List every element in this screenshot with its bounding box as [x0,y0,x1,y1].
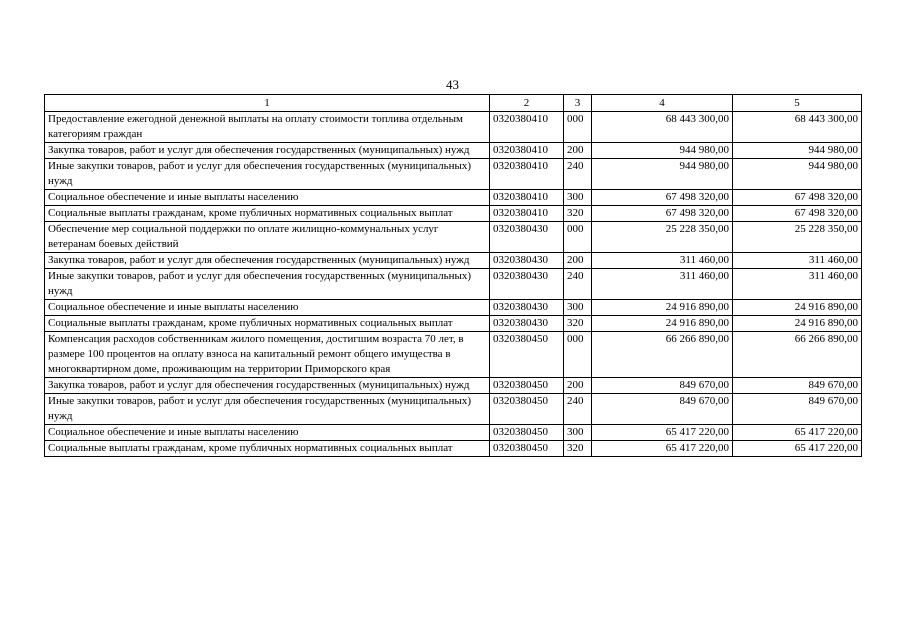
row-amount-1: 849 670,00 [592,394,733,425]
row-kind: 300 [564,190,592,206]
column-header-name: 1 [45,95,490,112]
row-name: Компенсация расходов собственникам жилого помещения, достигшим возраста 70 лет, в размере 100 процентов на оплату взноса на капитальный ремонт общего имущества в многоквартирном доме, проживающим на территории Приморского края [45,332,490,378]
row-name: Закупка товаров, работ и услуг для обеспечения государственных (муниципальных) нужд [45,378,490,394]
table-row [45,190,862,206]
row-amount-2: 24 916 890,00 [733,300,862,316]
row-code: 0320380450 [490,441,564,457]
table-row [45,143,862,159]
row-amount-2: 25 228 350,00 [733,222,862,253]
row-code: 0320380450 [490,332,564,378]
row-code: 0320380410 [490,159,564,190]
row-kind: 320 [564,316,592,332]
column-header-kind: 3 [564,95,592,112]
row-kind: 240 [564,159,592,190]
row-amount-1: 67 498 320,00 [592,190,733,206]
row-name: Иные закупки товаров, работ и услуг для обеспечения государственных (муниципальных) нужд [45,269,490,300]
table-row [45,112,862,143]
row-kind: 000 [564,112,592,143]
row-amount-1: 944 980,00 [592,143,733,159]
table-row [45,378,862,394]
row-amount-1: 24 916 890,00 [592,316,733,332]
row-code: 0320380430 [490,253,564,269]
row-amount-1: 311 460,00 [592,253,733,269]
row-name: Предоставление ежегодной денежной выплаты на оплату стоимости топлива отдельным категориям граждан [45,112,490,143]
row-name: Социальное обеспечение и иные выплаты населению [45,425,490,441]
row-amount-2: 68 443 300,00 [733,112,862,143]
column-header-amount-1: 4 [592,95,733,112]
row-name: Иные закупки товаров, работ и услуг для обеспечения государственных (муниципальных) нужд [45,159,490,190]
table-header-row [45,95,862,112]
table-row [45,253,862,269]
row-amount-2: 65 417 220,00 [733,441,862,457]
table-row [45,222,862,253]
row-kind: 200 [564,143,592,159]
table-row [45,206,862,222]
row-code: 0320380410 [490,206,564,222]
row-kind: 320 [564,206,592,222]
table-row [45,316,862,332]
row-kind: 320 [564,441,592,457]
row-name: Закупка товаров, работ и услуг для обеспечения государственных (муниципальных) нужд [45,143,490,159]
row-kind: 300 [564,300,592,316]
row-kind: 000 [564,222,592,253]
row-name: Социальное обеспечение и иные выплаты населению [45,190,490,206]
row-name: Социальные выплаты гражданам, кроме публичных нормативных социальных выплат [45,441,490,457]
row-code: 0320380430 [490,300,564,316]
row-name: Социальное обеспечение и иные выплаты населению [45,300,490,316]
row-code: 0320380410 [490,190,564,206]
table-row [45,159,862,190]
row-amount-2: 24 916 890,00 [733,316,862,332]
row-amount-2: 66 266 890,00 [733,332,862,378]
table-body [45,112,862,457]
row-code: 0320380430 [490,269,564,300]
row-code: 0320380450 [490,425,564,441]
row-amount-2: 849 670,00 [733,394,862,425]
column-header-amount-2: 5 [733,95,862,112]
table-row [45,425,862,441]
row-kind: 200 [564,253,592,269]
row-kind: 200 [564,378,592,394]
budget-table [44,94,862,457]
row-amount-1: 67 498 320,00 [592,206,733,222]
row-name: Социальные выплаты гражданам, кроме публичных нормативных социальных выплат [45,206,490,222]
row-kind: 240 [564,394,592,425]
row-amount-2: 311 460,00 [733,269,862,300]
row-amount-1: 944 980,00 [592,159,733,190]
table-row [45,441,862,457]
row-code: 0320380430 [490,222,564,253]
table-row [45,300,862,316]
table-row [45,332,862,378]
row-code: 0320380410 [490,143,564,159]
row-code: 0320380430 [490,316,564,332]
column-header-code: 2 [490,95,564,112]
row-code: 0320380410 [490,112,564,143]
row-name: Социальные выплаты гражданам, кроме публичных нормативных социальных выплат [45,316,490,332]
row-kind: 000 [564,332,592,378]
row-name: Закупка товаров, работ и услуг для обеспечения государственных (муниципальных) нужд [45,253,490,269]
table-row [45,394,862,425]
row-amount-2: 67 498 320,00 [733,206,862,222]
row-amount-1: 25 228 350,00 [592,222,733,253]
row-amount-2: 67 498 320,00 [733,190,862,206]
row-amount-2: 849 670,00 [733,378,862,394]
row-amount-1: 24 916 890,00 [592,300,733,316]
row-name: Иные закупки товаров, работ и услуг для обеспечения государственных (муниципальных) нужд [45,394,490,425]
row-amount-1: 849 670,00 [592,378,733,394]
row-name: Обеспечение мер социальной поддержки по оплате жилищно-коммунальных услуг ветеранам боевых действий [45,222,490,253]
row-amount-2: 944 980,00 [733,143,862,159]
row-amount-1: 66 266 890,00 [592,332,733,378]
table-row [45,269,862,300]
row-amount-1: 65 417 220,00 [592,425,733,441]
row-kind: 240 [564,269,592,300]
row-code: 0320380450 [490,394,564,425]
row-amount-1: 311 460,00 [592,269,733,300]
page-number: 43 [446,77,459,92]
row-amount-1: 65 417 220,00 [592,441,733,457]
row-amount-2: 944 980,00 [733,159,862,190]
row-amount-2: 311 460,00 [733,253,862,269]
row-kind: 300 [564,425,592,441]
row-amount-2: 65 417 220,00 [733,425,862,441]
row-code: 0320380450 [490,378,564,394]
row-amount-1: 68 443 300,00 [592,112,733,143]
